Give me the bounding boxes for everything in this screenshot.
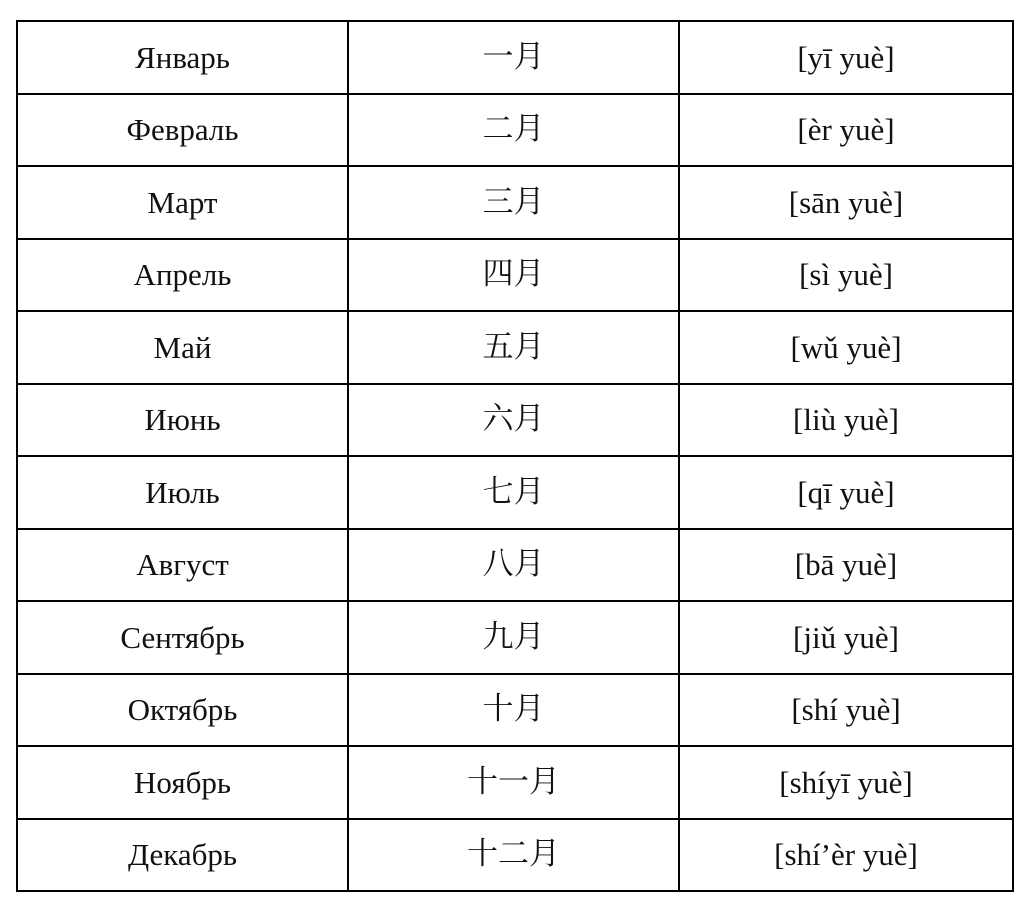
month-pinyin: [qī yuè] [679,456,1013,529]
month-chinese: 五月 [348,311,679,384]
table-row [17,529,1013,602]
month-chinese: 四月 [348,239,679,312]
month-russian: Август [17,529,348,602]
table-row [17,819,1013,892]
month-russian: Октябрь [17,674,348,747]
table-row [17,311,1013,384]
month-chinese: 八月 [348,529,679,602]
month-russian: Март [17,166,348,239]
month-russian: Май [17,311,348,384]
month-russian: Апрель [17,239,348,312]
month-russian: Декабрь [17,819,348,892]
month-pinyin: [liù yuè] [679,384,1013,457]
table-row [17,21,1013,94]
month-chinese: 一月 [348,21,679,94]
month-russian: Сентябрь [17,601,348,674]
table-row [17,94,1013,167]
month-russian: Июнь [17,384,348,457]
month-chinese: 十月 [348,674,679,747]
month-chinese: 九月 [348,601,679,674]
month-russian: Февраль [17,94,348,167]
month-pinyin: [shí yuè] [679,674,1013,747]
table-row [17,456,1013,529]
table-row [17,384,1013,457]
month-russian: Ноябрь [17,746,348,819]
month-chinese: 六月 [348,384,679,457]
month-pinyin: [èr yuè] [679,94,1013,167]
month-pinyin: [sān yuè] [679,166,1013,239]
month-pinyin: [sì yuè] [679,239,1013,312]
month-pinyin: [yī yuè] [679,21,1013,94]
month-russian: Июль [17,456,348,529]
month-chinese: 二月 [348,94,679,167]
table-row [17,601,1013,674]
month-chinese: 七月 [348,456,679,529]
months-table [16,20,1014,892]
table-row [17,166,1013,239]
table-row [17,674,1013,747]
month-pinyin: [shí’èr yuè] [679,819,1013,892]
table-row [17,239,1013,312]
month-pinyin: [bā yuè] [679,529,1013,602]
months-table-body [17,21,1013,891]
month-pinyin: [wǔ yuè] [679,311,1013,384]
month-russian: Январь [17,21,348,94]
month-chinese: 十二月 [348,819,679,892]
month-chinese: 三月 [348,166,679,239]
month-chinese: 十一月 [348,746,679,819]
month-pinyin: [shíyī yuè] [679,746,1013,819]
table-row [17,746,1013,819]
month-pinyin: [jiǔ yuè] [679,601,1013,674]
